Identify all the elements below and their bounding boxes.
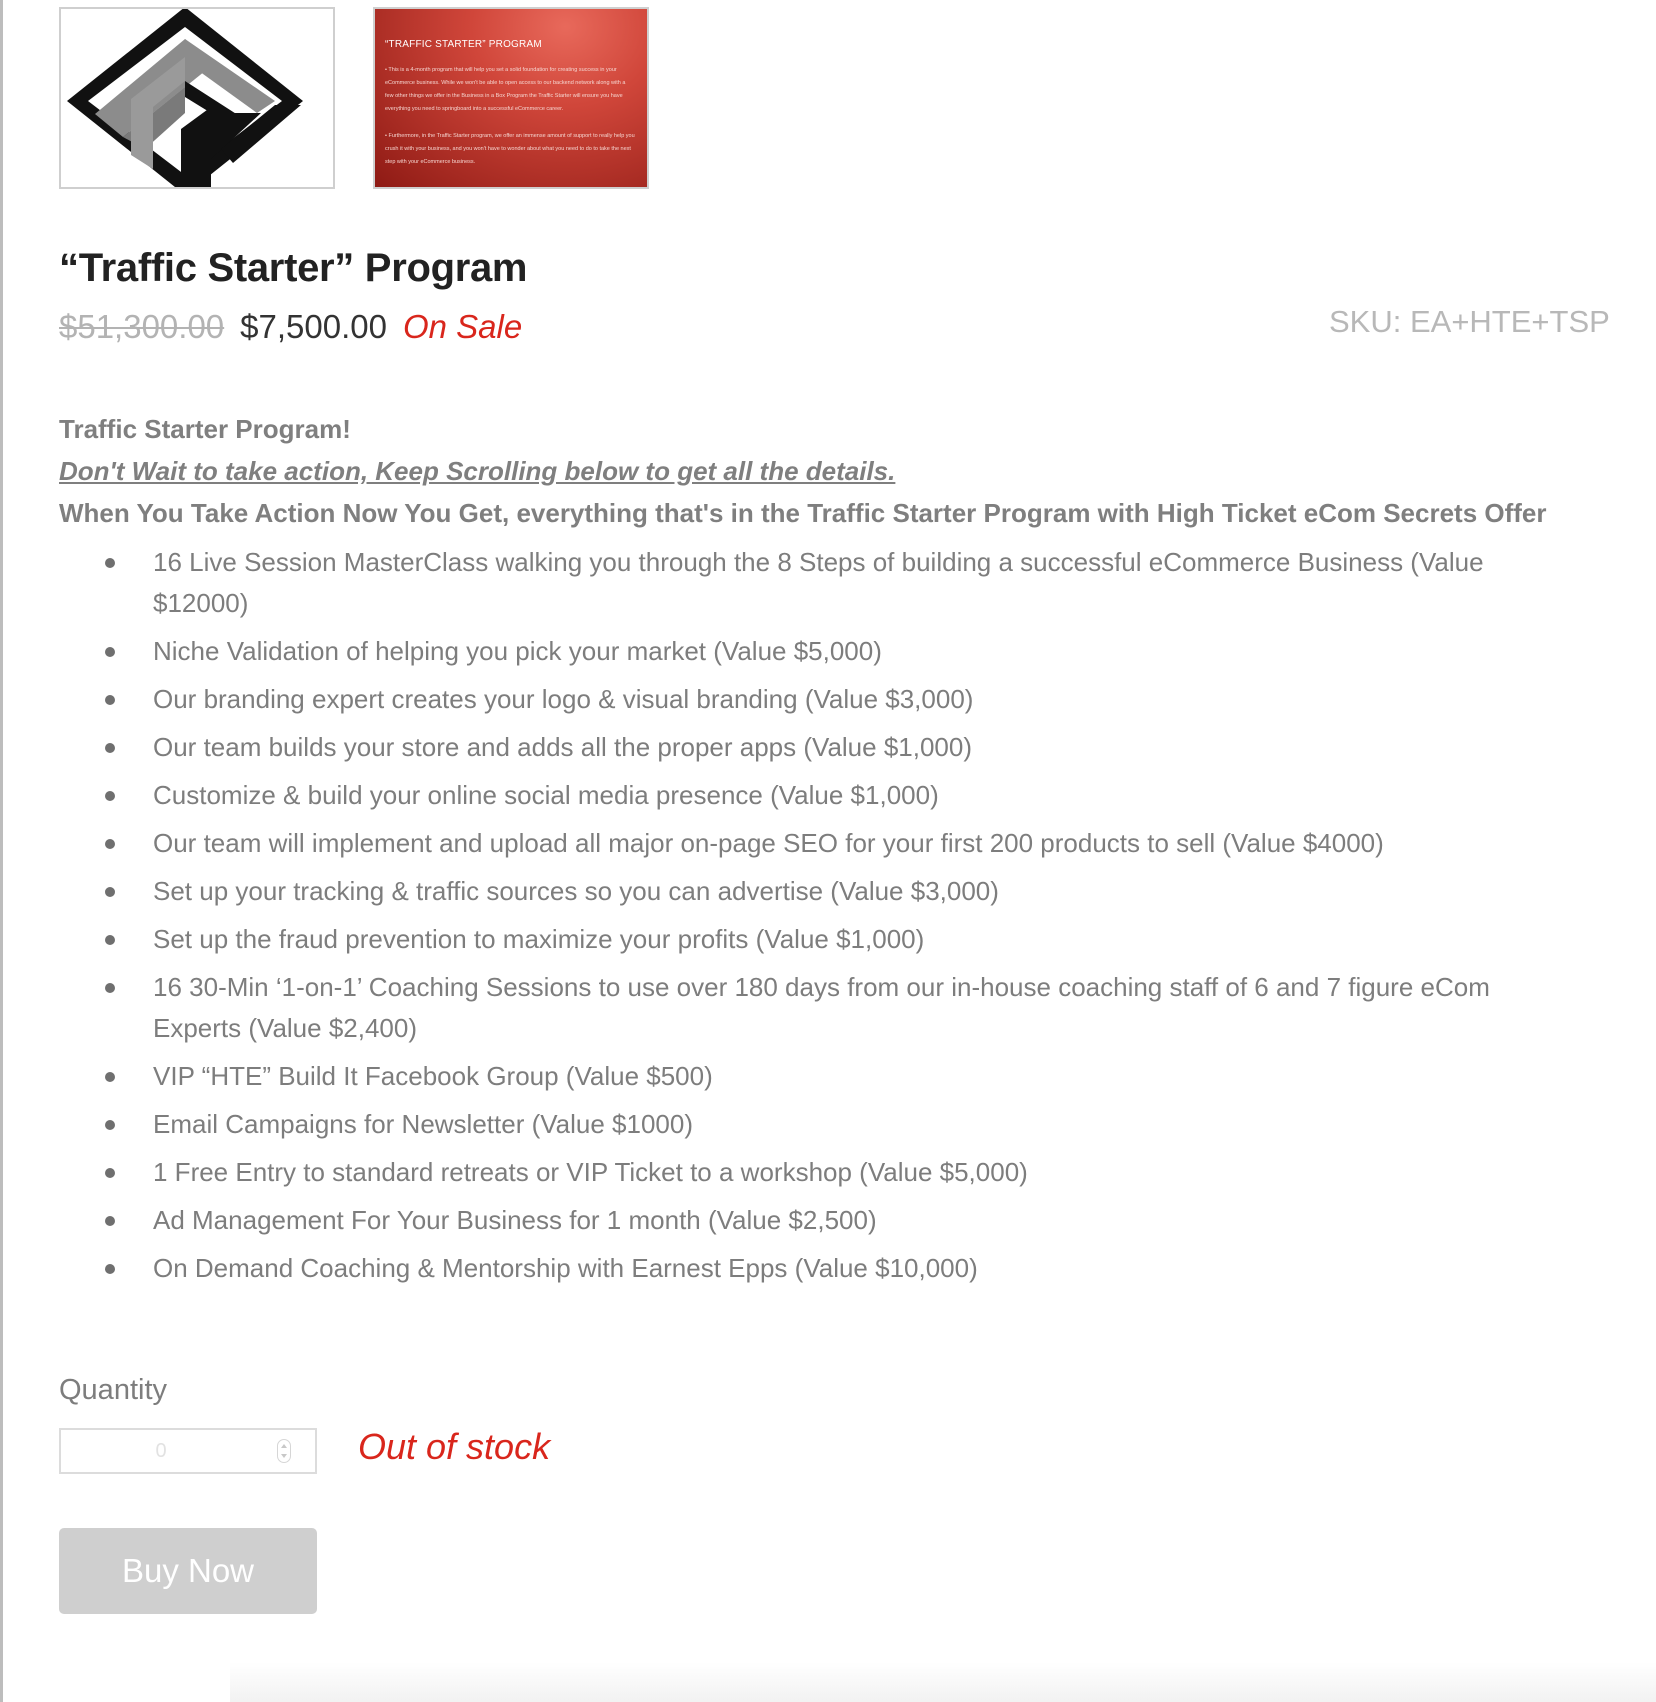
product-title: “Traffic Starter” Program [59,246,528,290]
product-description [59,408,1599,1296]
product-sku: SKU: EA+HTE+TSP [1329,304,1610,339]
spinner-down-icon [281,1454,287,1458]
regular-price: $51,300.00 [59,308,225,345]
feature-item: 16 30-Min ‘1-on-1’ Coaching Sessions to use over 180 days from our in-house coaching staff of 6 and 7 figure eCom Experts (Value $2,400) [59,967,1583,1049]
feature-item: On Demand Coaching & Mentorship with Earnest Epps (Value $10,000) [59,1248,1583,1289]
description-cta: Don't Wait to take action, Keep Scrolling below to get all the details. [59,456,896,486]
sale-badge: On Sale [402,308,523,345]
feature-item: Our team builds your store and adds all the proper apps (Value $1,000) [59,727,1583,768]
feature-list [59,542,1599,1289]
gallery-thumb-slide[interactable] [373,7,649,189]
quantity-label: Quantity [59,1374,167,1406]
price-row [59,308,522,346]
feature-item: VIP “HTE” Build It Facebook Group (Value $500) [59,1056,1583,1097]
quantity-stepper [59,1428,317,1474]
description-heading: Traffic Starter Program! [59,414,351,444]
ea-diamond-logo-icon [61,9,333,187]
stock-status: Out of stock [358,1426,551,1467]
gallery-thumb-logo[interactable] [59,7,335,189]
bottom-shadow [230,1662,1656,1702]
feature-item: Ad Management For Your Business for 1 month (Value $2,500) [59,1200,1583,1241]
feature-item: Our team will implement and upload all major on-page SEO for your first 200 products to sell (Value $4000) [59,823,1583,864]
spinner-up-icon [281,1444,287,1448]
feature-item: Email Campaigns for Newsletter (Value $1000) [59,1104,1583,1145]
buy-now-button[interactable]: Buy Now [59,1528,317,1614]
description-intro: When You Take Action Now You Get, everything that's in the Traffic Starter Program with High Ticket eCom Secrets Offer [59,498,1547,528]
left-border [0,0,3,1702]
sale-price: $7,500.00 [240,308,387,345]
feature-item: Set up the fraud prevention to maximize your profits (Value $1,000) [59,919,1583,960]
feature-item: Our branding expert creates your logo & visual branding (Value $3,000) [59,679,1583,720]
feature-item: 16 Live Session MasterClass walking you through the 8 Steps of building a successful eCommerce Business (Value $12000) [59,542,1583,624]
feature-item: Set up your tracking & traffic sources so you can advertise (Value $3,000) [59,871,1583,912]
feature-item: 1 Free Entry to standard retreats or VIP Ticket to a workshop (Value $5,000) [59,1152,1583,1193]
slide-title: “TRAFFIC STARTER” PROGRAM [385,39,542,50]
quantity-input[interactable] [61,1430,261,1472]
feature-item: Niche Validation of helping you pick your market (Value $5,000) [59,631,1583,672]
program-slide [375,9,647,187]
slide-paragraph-1: • This is a 4-month program that will help you set a solid foundation for creating success in your eCommerce business. While we won't be able to open access to our backend network along with a few other things we offer in the Business in a Box Program the Traffic Starter will ensure you have everything you need to springboard into a successful eCommerce career. [385,67,626,112]
feature-item: Customize & build your online social media presence (Value $1,000) [59,775,1583,816]
slide-paragraph-2: • Furthermore, in the Traffic Starter program, we offer an immense amount of support to really help you crush it with your business, and you won't have to wonder about what you need to do to take the next step with your eCommerce business. [385,133,635,165]
quantity-spinner-icon[interactable] [277,1439,291,1463]
